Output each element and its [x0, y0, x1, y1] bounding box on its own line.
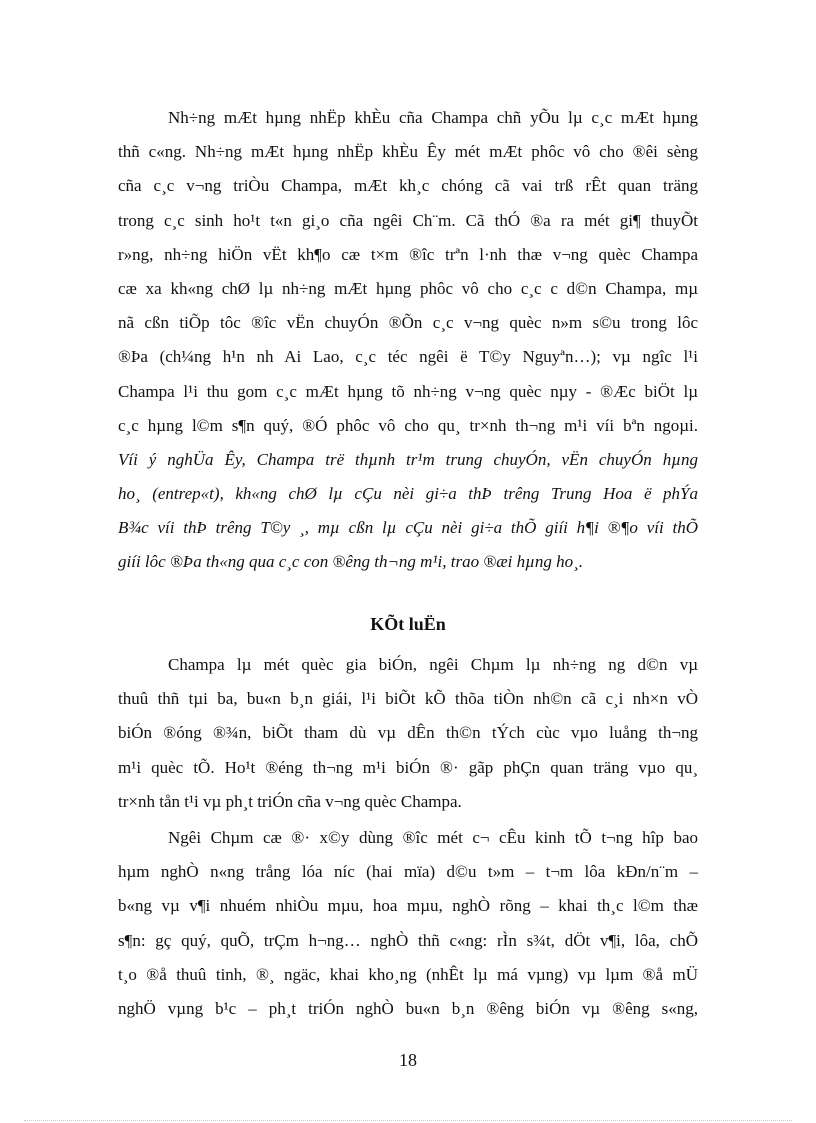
- text-line: thñ c«ng. Nh÷ng mÆt hµng nhËp khÈu Êy mét mÆt phôc vô cho ®êi sèng: [118, 142, 698, 162]
- text-line: Champa lµ mét quèc gia biÓn, ngêi Chµm lµ nh÷ng ng d©n vµ: [168, 655, 698, 674]
- text-line: giíi lôc ®Þa th«ng qua c¸c con ®êng th¬ng m¹i, trao ®æi hµng ho¸.: [118, 552, 584, 572]
- text-line: Nh÷ng mÆt hµng nhËp khÈu cña Champa chñ yÕu lµ c¸c mÆt hµng: [168, 108, 698, 127]
- page-content: [118, 101, 698, 1018]
- text-line: Ngêi Chµm cæ ®· x©y dùng ®îc mét c¬ cÊu kinh tÕ t¬ng hîp bao: [168, 828, 698, 847]
- text-line: t¸o ®å thuû tinh, ®¸ ngäc, khai kho¸ng (nhÊt lµ má vµng) vµ lµm ®å mÜ: [118, 964, 698, 984]
- text-line: m¹i quèc tÕ. Ho¹t ®éng th¬ng m¹i biÓn ®· gãp phÇn quan träng vµo qu¸: [118, 757, 698, 777]
- text-line: B¾c víi thÞ trêng T©y ¸, mµ cßn lµ cÇu nèi gi÷a thÕ giíi h¶i ®¶o víi thÕ: [118, 518, 698, 538]
- text-line: b«ng vµ v¶i nhuém nhiÒu mµu, hoa mµu, nghÒ rõng – khai th¸c l©m thæ: [118, 896, 698, 916]
- text-line: r»ng, nh÷ng hiÖn vËt kh¶o cæ t×m ®îc trªn l·nh thæ v¬ng quèc Champa: [118, 244, 698, 264]
- text-line: cña c¸c v¬ng triÒu Champa, mÆt kh¸c chóng cã vai trß rÊt quan träng: [118, 176, 698, 196]
- page-number: 18: [399, 1050, 417, 1070]
- paragraph-3: [118, 821, 698, 1026]
- section-heading: KÕt luËn: [370, 614, 446, 634]
- text-line: ®Þa (ch¼ng h¹n nh Ai Lao, c¸c téc ngêi ë T©y Nguyªn…); vµ ngîc l¹i: [118, 347, 698, 367]
- italic-passage: [118, 443, 698, 580]
- text-line: ho¸ (entrep«t), kh«ng chØ lµ cÇu nèi gi÷a thÞ trêng Trung Hoa ë phÝa: [118, 484, 698, 504]
- text-line: cæ xa kh«ng chØ lµ nh÷ng mÆt hµng phôc vô cho c¸c c d©n Champa, mµ: [118, 278, 698, 298]
- text-line: s¶n: gç quý, quÕ, trÇm h¬ng… nghÒ thñ c«ng: rÌn s¾t, dÖt v¶i, lôa, chÕ: [118, 930, 698, 950]
- text-line: Champa l¹i thu gom c¸c mÆt hµng tõ nh÷ng v¬ng quèc nµy - ®Æc biÖt lµ: [118, 381, 698, 401]
- paragraph-1: [118, 101, 698, 580]
- paragraph-2: [118, 648, 698, 819]
- text-line: nghÖ vµng b¹c – ph¸t triÓn nghÒ bu«n b¸n ®êng biÓn vµ ®êng s«ng,: [118, 998, 698, 1018]
- text-line: biÓn ®óng ®¾n, biÕt tham dù vµ dÊn th©n tÝch cùc vµo luång th¬ng: [118, 723, 698, 743]
- text-line: nã cßn tiÕp tôc ®îc vËn chuyÓn ®Õn c¸c v¬ng quèc n»m s©u trong lôc: [118, 313, 698, 333]
- text-line: c¸c hµng l©m s¶n quý, ®Ó phôc vô cho qu¸ tr×nh th¬ng m¹i víi bªn ngoµi.: [118, 415, 698, 435]
- page-bottom-divider: [24, 1120, 792, 1121]
- text-line: Víi ý nghÜa Êy, Champa trë thµnh tr¹m trung chuyÓn, vËn chuyÓn hµng: [118, 449, 698, 469]
- text-line: tr×nh tån t¹i vµ ph¸t triÓn cña v¬ng quèc Champa.: [118, 791, 462, 811]
- text-line: trong c¸c sinh ho¹t t«n gi¸o cña ngêi Ch¨m. Cã thÓ ®a ra mét gi¶ thuyÕt: [118, 210, 698, 230]
- text-line: hµm nghÒ n«ng trång lóa níc (hai mïa) d©u t»m – t¬m lôa kÐn/n¨m –: [118, 862, 698, 882]
- text-line: thuû thñ tµi ba, bu«n b¸n giái, l¹i biÕt kÕ thõa tiÒn nh©n cã c¸i nh×n vÒ: [118, 689, 698, 709]
